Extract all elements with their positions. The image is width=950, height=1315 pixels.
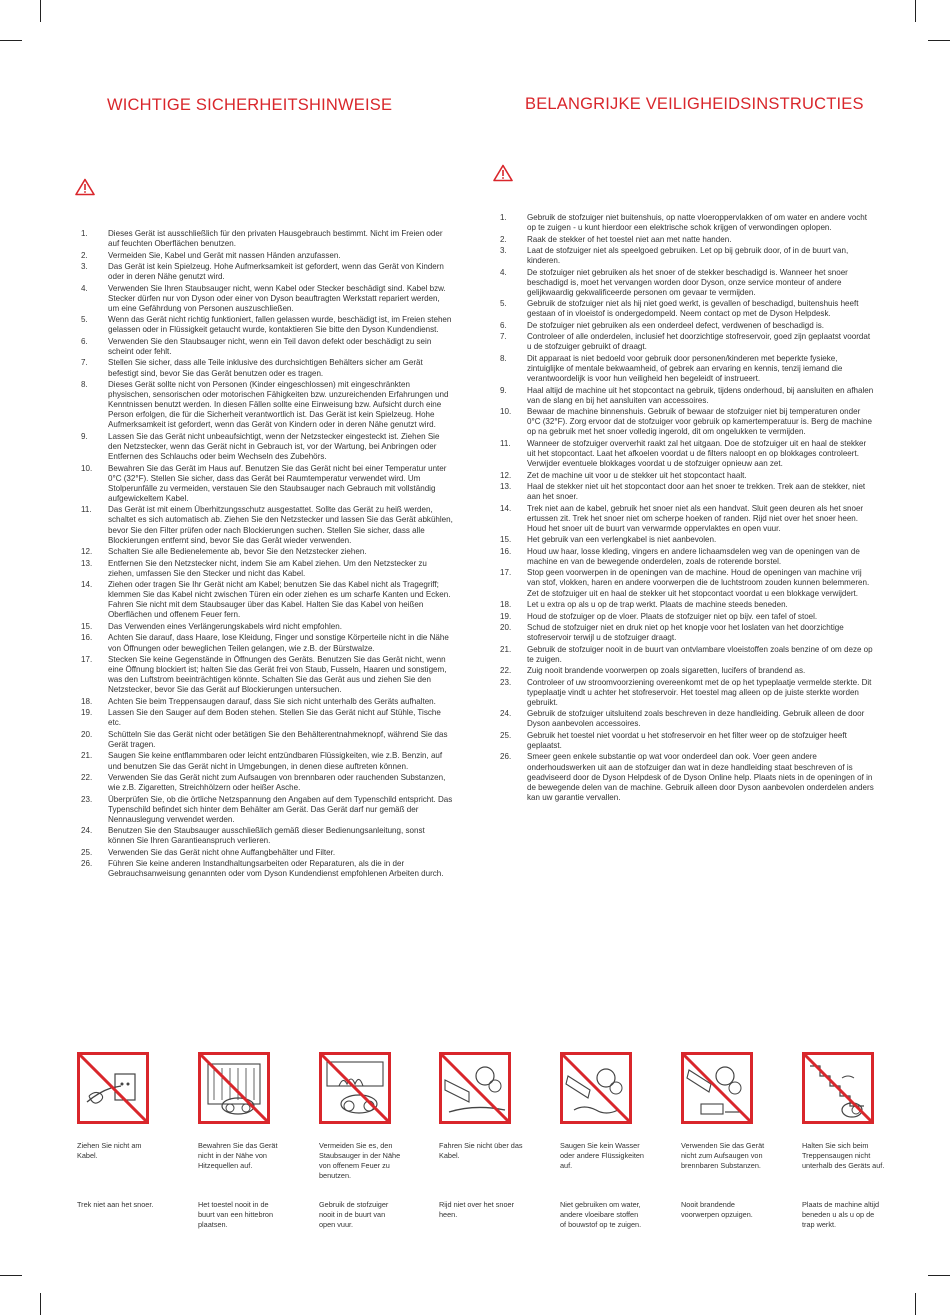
safety-item [500,600,874,610]
item-number: 16. [500,546,512,556]
safety-list-nl [500,213,874,804]
item-text: De stofzuiger niet gebruiken als het snoer of de stekker beschadigd is. Wanneer het snoer beschadigd is, moet het vervangen worden door Dyson, onze service monteur of andere gelijkwaardig gekwalificeerde personen om gevaar te vermijden. [527,267,848,297]
item-number: 9. [500,385,507,395]
item-number: 3. [81,262,88,272]
item-number: 8. [500,353,507,363]
item-text: Das Gerät ist mit einem Überhitzungsschutz ausgestattet. Sollte das Gerät zu heiß werden, schaltet es sich automatisch ab. Ziehen Sie den Netzstecker und lassen Sie das Gerät abkühlen, bevor Sie den Filter prüfen oder nach Blockierungen suchen. Stellen Sie sicher, dass alle Blockierungen entfernt sind, bevor Sie das Gerät wieder verwenden. [108,505,453,545]
item-text: Dieses Gerät ist ausschließlich für den privaten Hausgebrauch bestimmt. Nicht im Freien oder auf feuchten Oberflächen benutzen. [108,229,443,249]
safety-item [81,559,453,579]
item-text: Saugen Sie keine entflammbaren oder leicht entzündbaren Flüssigkeiten, wie z.B. Benzin, auf und benutzen Sie das Gerät nicht in Umgebungen, in denen diese auftreten können. [108,751,443,771]
safety-item [500,439,874,469]
pictogram-row [77,1052,877,1127]
safety-item [81,505,453,545]
safety-item [81,464,453,504]
safety-item [500,299,874,319]
safety-item [81,633,453,653]
item-number: 12. [81,547,93,557]
pictogram-caption-de: Vermeiden Sie es, den Staubsauger in der Nähe von offenem Feuer zu benutzen. [319,1141,401,1181]
safety-item [500,268,874,298]
safety-item [81,251,453,261]
safety-list-de [81,229,453,881]
safety-item [81,432,453,462]
heading-de: WICHTIGE SICHERHEITSHINWEISE [107,96,393,114]
item-number: 16. [81,633,93,643]
item-number: 23. [500,677,512,687]
item-number: 18. [500,600,512,610]
item-number: 26. [81,859,93,869]
item-number: 15. [500,535,512,545]
item-number: 21. [500,644,512,654]
item-number: 7. [81,358,88,368]
item-number: 2. [500,234,507,244]
safety-item [500,332,874,352]
item-number: 23. [81,794,93,804]
safety-item [500,547,874,567]
item-text: Houd de stofzuiger op de vloer. Plaats de stofzuiger niet op bijv. een tafel of stoel. [527,611,818,621]
item-number: 3. [500,246,507,256]
safety-item [81,773,453,793]
crop-mark [915,1293,916,1315]
item-text: Das Verwenden eines Verlängerungskabels wird nicht empfohlen. [108,621,342,631]
crop-mark [928,40,950,41]
item-text: Entfernen Sie den Netzstecker nicht, indem Sie am Kabel ziehen. Um den Netzstecker zu ziehen, umfassen Sie den Stecker und nicht das Kabel. [108,558,427,578]
pictogram-caption-nl: Nooit brandende voorwerpen opzuigen. [681,1200,753,1220]
item-number: 2. [81,250,88,260]
item-number: 10. [500,407,512,417]
item-number: 20. [81,729,93,739]
safety-item [81,730,453,750]
item-text: Schalten Sie alle Bedienelemente ab, bevor Sie den Netzstecker ziehen. [108,547,367,557]
item-number: 11. [500,438,511,448]
safety-item [500,623,874,643]
item-number: 10. [81,463,93,473]
pictogram-caption-de: Halten Sie sich beim Treppensaugen nicht unterhalb des Geräts auf. [802,1141,885,1171]
safety-item [81,826,453,846]
item-text: Stecken Sie keine Gegenstände in Öffnungen des Geräts. Benutzen Sie das Gerät nicht, wenn eine Öffnung blockiert ist; halten Sie das Gerät frei von Staub, Fusseln, Haaren und sonstigem, was den Luftstrom beeinträchtigen könnte. Schalten Sie das Gerät aus und ziehen Sie den Netzstecker, bevor Sie das Gerät auf Blockierungen untersuchen. [108,655,447,695]
item-text: Lassen Sie das Gerät nicht unbeaufsichtigt, wenn der Netzstecker eingesteckt ist. Ziehen Sie den Netzstecker, wenn das Gerät nicht in Gebrauch ist, vor der Wartung, bei Anbringen oder Entfernen des Schlauchs oder beim Wechseln des Zubehörs. [108,431,440,462]
safety-item [81,315,453,335]
safety-item [500,535,874,545]
no-heat-source-icon [198,1052,270,1124]
item-number: 13. [500,482,512,492]
safety-item [500,213,874,233]
item-number: 26. [500,752,512,762]
item-text: Das Gerät ist kein Spielzeug. Hohe Aufmerksamkeit ist gefordert, wenn das Gerät von Kindern oder in deren Nähe genutzt wird. [108,262,444,282]
safety-item [81,358,453,378]
safety-item [500,235,874,245]
crop-mark [928,1275,950,1276]
item-number: 20. [500,622,512,632]
item-text: Verwenden Sie Ihren Staubsauger nicht, wenn Kabel oder Stecker beschädigt sind. Kabel bzw. Stecker dürfen nur von Dyson oder einer von Dyson beauftragten Werkstatt repariert werden, um eine Gefährdung von Personen auszuschließen. [108,283,446,313]
pictogram-caption-nl: Trek niet aan het snoer. [77,1200,154,1209]
item-number: 17. [81,655,93,664]
item-number: 17. [500,568,512,578]
safety-item [500,666,874,676]
safety-item [81,580,453,620]
item-number: 19. [500,611,512,621]
safety-item [500,482,874,502]
safety-item [81,751,453,771]
item-number: 25. [500,730,512,740]
item-text: Gebruik de stofzuiger uitsluitend zoals beschreven in deze handleiding. Gebruik alleen de door Dyson aanbevolen accessoires. [527,709,865,729]
crop-mark [40,1293,41,1315]
item-number: 22. [500,666,512,676]
item-number: 22. [81,772,93,782]
item-text: Stop geen voorwerpen in de openingen van de machine. Houd de openingen van machine vrij van stof, vlokken, haren en andere voorwerpen die de luchtstroom zouden kunnen belemmeren. Zet de stofzuiger uit en haal de stekker uit het stopcontact voordat u een blokkage verwijdert. [527,568,870,598]
item-text: Bewaar de machine binnenshuis. Gebruik of bewaar de stofzuiger niet bij temperaturen onder 0°C (32°F). Zorg ervoor dat de stofzuiger voor gebruik op kamertemperatuur is. Berg de machine op na gebruik met het snoer volledig ingerold, dit om ongelukken te vermijden. [527,407,873,437]
item-number: 12. [500,470,512,480]
item-text: Verwenden Sie den Staubsauger nicht, wenn ein Teil davon defekt oder beschädigt zu sein scheint oder fehlt. [108,336,432,356]
crop-mark [40,0,41,22]
item-number: 4. [81,283,88,293]
safety-item [81,262,453,282]
safety-item [500,612,874,622]
item-number: 7. [500,332,507,342]
safety-item [81,848,453,858]
item-number: 15. [81,621,93,631]
pictogram-caption-nl: Niet gebruiken om water, andere vloeibare stoffen of bouwstof op te zuigen. [560,1200,642,1230]
pictogram-caption-de: Fahren Sie nicht über das Kabel. [439,1141,523,1161]
item-text: Controleer of alle onderdelen, inclusief het doorzichtige stofreservoir, goed zijn geplaatst voordat u de stofzuiger gebruikt of draagt. [527,332,871,352]
safety-item [81,795,453,825]
safety-item [500,504,874,534]
item-text: Zet de machine uit voor u de stekker uit het stopcontact haalt. [527,470,747,480]
safety-item [500,709,874,729]
safety-item [81,229,453,249]
safety-item [81,380,453,430]
item-number: 8. [81,380,88,390]
item-text: Ziehen oder tragen Sie Ihr Gerät nicht am Kabel; benutzen Sie das Kabel nicht als Tragegriff; klemmen Sie das Kabel nicht zwischen Türen ein oder ziehen es um scharfe Kanten und Ecken. Fahren Sie nicht mit dem Staubsauger über das Kabel. Halten Sie das Kabel von heißen Oberflächen und offenem Feuer fern. [108,580,451,620]
pictogram-caption-de: Saugen Sie kein Wasser oder andere Flüssigkeiten auf. [560,1141,644,1171]
no-burning-substances-icon [681,1052,753,1124]
safety-item [500,321,874,331]
pictogram-caption-de: Verwenden Sie das Gerät nicht zum Aufsaugen von brennbaren Substanzen. [681,1141,765,1171]
item-text: Stellen Sie sicher, dass alle Teile inklusive des durchsichtigen Behälters sicher am Gerät befestigt sind, bevor Sie das Gerät benutzen oder es tragen. [108,358,423,378]
safety-item [500,407,874,437]
item-text: Smeer geen enkele substantie op wat voor onderdeel dan ook. Voer geen andere onderhoudswerken uit aan de stofzuiger dan wat in deze handleiding staat beschreven of is geadviseerd door de Dyson Helpdesk of de Dyson Online help. Plaats niets in de openingen of in de bewegende delen van de machine. Gebruik alleen door Dyson aanbevolen onderdelen anders kan uw garantie vervallen. [527,752,874,802]
item-text: Gebruik de stofzuiger nooit in de buurt van ontvlambare vloeistoffen zoals benzine of om deze op te zuigen. [527,644,873,664]
item-text: Verwenden Sie das Gerät nicht zum Aufsaugen von brennbaren oder rauchenden Substanzen, wie z.B. Zigaretten, Streichhölzern oder heißer Asche. [108,772,446,793]
item-text: Het gebruik van een verlengkabel is niet aanbevolen. [527,535,717,545]
item-number: 6. [81,336,88,346]
safety-item [500,354,874,384]
item-text: Überprüfen Sie, ob die örtliche Netzspannung den Angaben auf dem Typenschild entspricht. Das Typenschild befindet sich hinter dem Behälter am Gerät. Das Gerät darf nur gemäß der Nennauslegung verwendet werden. [108,794,453,824]
item-number: 14. [81,580,93,590]
no-pulling-cord-icon [77,1052,149,1124]
item-text: Gebruik de stofzuiger niet buitenshuis, op natte vloeroppervlakken of om water en andere vocht op te zuigen - u kunt hierdoor een elektrische schok krijgen of verwondingen oplopen. [527,213,867,233]
no-water-icon [560,1052,632,1124]
item-text: Gebruik het toestel niet voordat u het stofreservoir en het filter weer op de stofzuiger heeft geplaatst. [527,730,847,750]
item-text: Schütteln Sie das Gerät nicht oder betätigen Sie den Behälterentnahmeknopf, während Sie das Gerät tragen. [108,729,448,749]
item-text: Houd uw haar, losse kleding, vingers en andere lichaamsdelen weg van de openingen van de machine en van de bewegende onderdelen, zoals de roterende borstel. [527,546,860,566]
crop-mark [915,0,916,22]
safety-item [81,859,453,879]
pictogram-caption-nl: Rijd niet over het snoer heen. [439,1200,515,1220]
item-text: Dit apparaat is niet bedoeld voor gebruik door personen/kinderen met beperkte fysieke, zintuiglijke of mentale bekwaamheid, of gebrek aan ervaring en kennis, tenzij iemand die verantwoordelijk is voor hun veiligheid hen begeleidt of instrueert. [527,353,843,384]
item-text: De stofzuiger niet gebruiken als een onderdeel defect, verdwenen of beschadigd is. [527,320,825,330]
pictogram-caption-de: Bewahren Sie das Gerät nicht in der Nähe von Hitzequellen auf. [198,1141,278,1171]
safety-item [81,655,453,695]
item-number: 25. [81,847,93,857]
item-number: 6. [500,320,507,330]
safety-item [81,547,453,557]
item-text: Wenn das Gerät nicht richtig funktioniert, fallen gelassen wurde, beschädigt ist, im Freien stehen gelassen oder in Flüssigkeit getaucht wurde, kontaktieren Sie bitte den Dyson Kundendienst. [108,315,452,335]
item-text: Gebruik de stofzuiger niet als hij niet goed werkt, is gevallen of beschadigd, buitenshuis heeft gestaan of in vloeistof is ondergedompeld. Neem contact op met de Dyson Helpdesk. [527,299,859,319]
safety-item [500,731,874,751]
item-text: Benutzen Sie den Staubsauger ausschließlich gemäß dieser Bedienungsanleitung, sonst können Sie Ihren Garantieanspruch verlieren. [108,826,425,846]
safety-item [500,568,874,598]
item-text: Schud de stofzuiger niet en druk niet op het knopje voor het loslaten van het doorzichtige stofreservoir terwijl u de stofzuiger draagt. [527,622,844,643]
item-text: Zuig nooit brandende voorwerpen op zoals sigaretten, lucifers of brandend as. [527,666,806,676]
item-text: Achten Sie darauf, dass Haare, lose Kleidung, Finger und sonstige Körperteile nicht in die Nähe von Öffnungen oder beweglichen Teilen gelangen, wie z.B. der Bürstwalze. [108,633,449,653]
safety-item [500,645,874,665]
item-number: 24. [500,709,512,719]
safety-item [81,284,453,314]
safety-item [500,246,874,266]
no-running-over-cord-icon [439,1052,511,1124]
item-number: 9. [81,431,88,441]
item-number: 21. [81,751,93,761]
no-above-on-stairs-icon [802,1052,874,1124]
item-text: Führen Sie keine anderen Instandhaltungsarbeiten oder Reparaturen, als die in der Gebrauchsanweisung genannten oder vom Dyson Kundendienst empfohlenen Arbeiten durch. [108,859,444,879]
item-text: Lassen Sie den Sauger auf dem Boden stehen. Stellen Sie das Gerät nicht auf Stühle, Tische etc. [108,708,441,728]
safety-item [81,622,453,632]
item-text: Achten Sie beim Treppensaugen darauf, dass Sie sich nicht unterhalb des Geräts aufhalten. [108,696,436,706]
item-text: Verwenden Sie das Gerät nicht ohne Auffangbehälter und Filter. [108,847,336,857]
item-number: 1. [81,229,88,238]
item-text: Wanneer de stofzuiger oververhit raakt zal het uitgaan. Doe de stofzuiger uit en haal de stekker uit het stopcontact. Laat het afkoelen voordat u de filters naloopt en op blokkages controleert. Verwijder eventuele blokkages voordat u de stofzuiger opnieuw aan zet. [527,438,867,469]
safety-item [81,697,453,707]
item-text: Trek niet aan de kabel, gebruik het snoer niet als een handvat. Sluit geen deuren als het snoer ertussen zit. Trek het snoer niet om scherpe hoeken of randen. Rijd niet over het snoer heen. Houd het snoer uit de buurt van verwarmde oppervlaktes en open vuur. [527,503,864,533]
pictogram-caption-nl: Plaats de machine altijd beneden u als u op de trap werkt. [802,1200,880,1230]
item-number: 11. [81,505,92,515]
item-text: Bewahren Sie das Gerät im Haus auf. Benutzen Sie das Gerät nicht bei einer Temperatur unter 0°C (32°F). Stellen Sie sicher, dass das Gerät bei Raumtemperatur verwendet wird. Um Stolperunfälle zu vermeiden, verstauen Sie den Staubsauger nach Gebrauch mit vollständig aufgewickeltem Kabel. [108,463,447,503]
no-open-fire-icon [319,1052,391,1124]
item-text: Haal altijd de machine uit het stopcontact na gebruik, tijdens onderhoud, bij aansluiten en afhalen van de slang en bij het aansluiten van accessoires. [527,385,874,405]
warning-triangle-icon [493,164,513,182]
safety-item [500,678,874,708]
pictogram-caption-de: Ziehen Sie nicht am Kabel. [77,1141,142,1161]
safety-item [500,471,874,481]
item-text: Laat de stofzuiger niet als speelgoed gebruiken. Let op bij gebruik door, of in de buurt van, kinderen. [527,246,849,266]
item-number: 1. [500,213,507,222]
heading-nl: BELANGRIJKE VEILIGHEIDSINSTRUCTIES [525,95,864,113]
safety-item [81,337,453,357]
safety-item [500,386,874,406]
item-text: Haal de stekker niet uit het stopcontact door aan het snoer te trekken. Trek aan de stekker, niet aan het snoer. [527,482,866,502]
item-number: 4. [500,267,507,277]
item-number: 24. [81,826,93,836]
crop-mark [0,1275,22,1276]
item-number: 13. [81,558,93,568]
pictogram-caption-nl: Het toestel nooit in de buurt van een hittebron plaatsen. [198,1200,274,1230]
safety-item [81,708,453,728]
item-number: 19. [81,708,93,718]
safety-item [500,752,874,802]
item-text: Let u extra op als u op de trap werkt. Plaats de machine steeds beneden. [527,600,788,610]
item-text: Controleer of uw stroomvoorziening overeenkomt met de op het typeplaatje vermelde sterkte. Dit typeplaatje vindt u achter het stofreservoir. Het toestel mag alleen op de juiste sterkte worden gebruikt. [527,677,872,707]
item-number: 14. [500,503,512,513]
warning-triangle-icon [75,178,95,196]
item-number: 5. [500,299,507,309]
item-text: Dieses Gerät sollte nicht von Personen (Kinder eingeschlossen) mit eingeschränkten physischen, sensorischen oder motorischen Fähigkeiten bzw. unzureichenden Erfahrungen und Kenntnissen benutzt werden. In diesen Fällen sollte eine Einweisung bzw. Aufsicht durch eine Person erfolgen, die für die Sicherheit verantwortlich ist. Das Gerät ist kein Spielzeug. Hohe Aufmerksamkeit ist gefordert, wenn das Gerät von Kindern oder in deren Nähe genutzt wird. [108,380,449,430]
crop-mark [0,40,22,41]
pictogram-caption-nl: Gebruik de stofzuiger nooit in de buurt van open vuur. [319,1200,389,1230]
item-text: Vermeiden Sie, Kabel und Gerät mit nassen Händen anzufassen. [108,250,341,260]
item-number: 5. [81,315,88,325]
item-number: 18. [81,696,93,706]
item-text: Raak de stekker of het toestel niet aan met natte handen. [527,234,732,244]
